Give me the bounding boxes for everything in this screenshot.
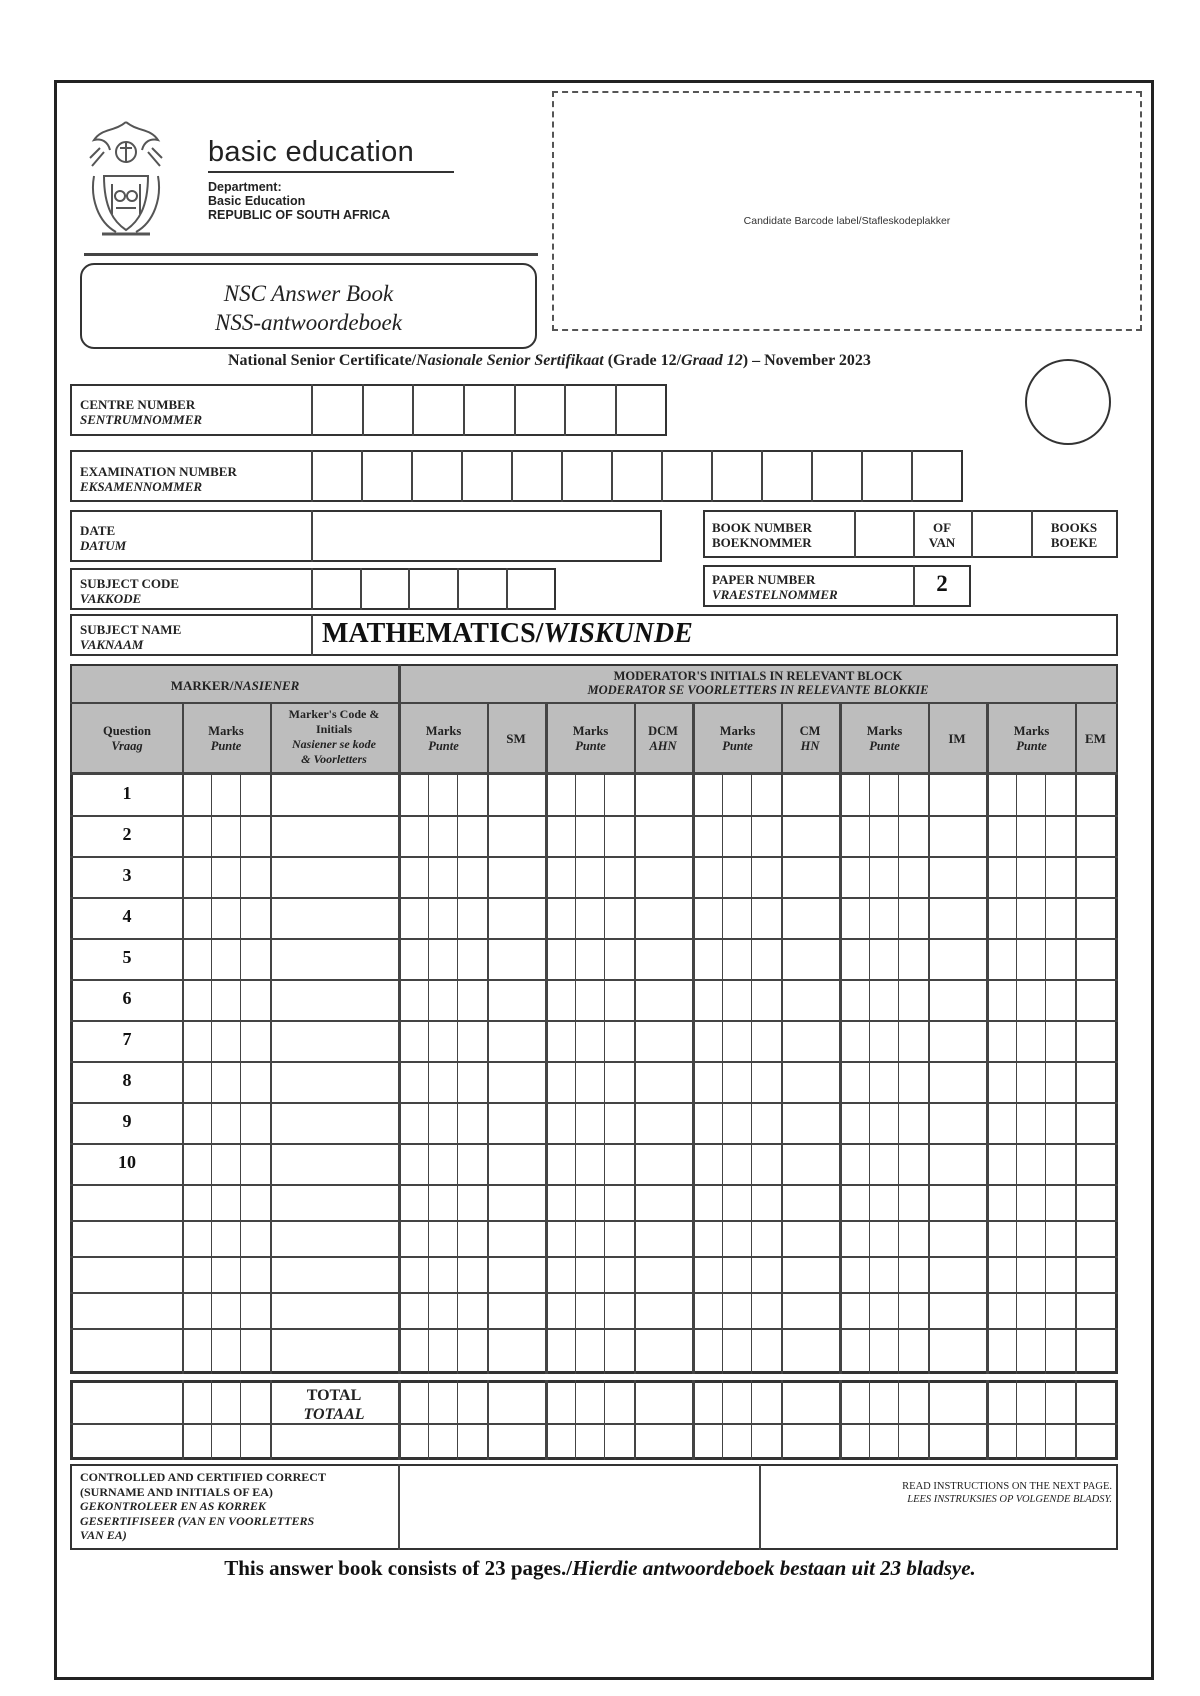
certification-divider xyxy=(398,1464,400,1550)
instructions-af: LEES INSTRUKSIES OP VOLGENDE BLADSY. xyxy=(907,1494,1112,1505)
controlled-line-5: VAN EA) xyxy=(80,1528,127,1542)
grid-col-line xyxy=(1075,704,1077,1374)
centre-cell-2[interactable] xyxy=(412,384,414,436)
col-code-en2: Initials xyxy=(315,722,352,736)
date-box xyxy=(70,510,662,562)
answer-book-title-box xyxy=(80,263,537,349)
grid-subheader-rule xyxy=(70,772,1118,775)
grid-col-line xyxy=(398,664,401,1374)
col-marks-en: Marks xyxy=(208,724,244,738)
col-question-en: Question xyxy=(103,724,151,738)
col-em: EM xyxy=(1085,731,1106,746)
grid-row-line xyxy=(70,979,1118,981)
col-im: IM xyxy=(948,731,966,746)
col-cm-marks-en: Marks xyxy=(719,724,756,738)
page-count-en: This answer book consists of 23 pages./ xyxy=(224,1556,573,1580)
col-em-marks xyxy=(988,724,1075,754)
exam-date: ) – November 2023 xyxy=(742,352,871,369)
grid-row-line xyxy=(70,1143,1118,1145)
centre-number-label xyxy=(80,397,202,427)
grid-row-line xyxy=(70,1061,1118,1063)
brand-title: basic education xyxy=(208,136,415,168)
grid-col-line xyxy=(692,704,695,1374)
question-number: 9 xyxy=(122,1111,132,1131)
answer-book-title-af: NSS-antwoordeboek xyxy=(215,310,402,335)
total-col-line xyxy=(692,1380,695,1460)
exam-cell[interactable] xyxy=(861,450,863,502)
books-label xyxy=(1036,520,1112,550)
total-col-line xyxy=(1075,1380,1077,1460)
subject-code-divider xyxy=(311,568,313,610)
controlled-line-2: (SURNAME AND INITIALS OF EA) xyxy=(80,1484,273,1499)
exam-cell[interactable] xyxy=(461,450,463,502)
centre-cell-6[interactable] xyxy=(615,384,617,436)
col-cm-marks xyxy=(694,724,781,754)
total-col-line xyxy=(487,1380,489,1460)
total-col-line xyxy=(839,1380,842,1460)
exam-cell[interactable] xyxy=(911,450,913,502)
total-col-line xyxy=(428,1380,429,1460)
col-dcm xyxy=(634,724,692,754)
total-col-line xyxy=(575,1380,576,1460)
marks-subcell-line xyxy=(240,775,241,1374)
controlled-line-3: GEKONTROLEER EN AS KORREK xyxy=(80,1499,266,1513)
total-col-line xyxy=(869,1380,870,1460)
marker-header-en: MARKER/ xyxy=(170,678,234,693)
exam-cell[interactable] xyxy=(511,450,513,502)
total-col-line xyxy=(1016,1380,1017,1460)
total-label-af: TOTAAL xyxy=(303,1406,365,1423)
col-sm: SM xyxy=(506,731,526,746)
stamp-circle xyxy=(1025,359,1111,445)
centre-number-label-en: CENTRE NUMBER xyxy=(80,397,196,412)
centre-cell-1[interactable] xyxy=(362,384,364,436)
marks-subcell-line xyxy=(898,775,899,1374)
exam-number-label-af: EKSAMENNOMMER xyxy=(80,479,203,494)
controlled-certified-label xyxy=(80,1470,326,1543)
total-label-en: TOTAL xyxy=(306,1387,362,1404)
grid-row-line xyxy=(70,1328,1118,1330)
paper-number-value: 2 xyxy=(936,571,948,596)
grid-row-line xyxy=(70,815,1118,817)
exam-divider xyxy=(311,450,313,502)
grid-row-line xyxy=(70,1256,1118,1258)
question-number: 5 xyxy=(122,947,132,967)
book-number-label xyxy=(712,520,812,550)
subject-name-label xyxy=(80,622,181,652)
books-total-field[interactable] xyxy=(971,510,973,558)
paper-number-label-af: VRAESTELNOMMER xyxy=(712,587,838,602)
books-divider xyxy=(1031,510,1033,558)
col-question xyxy=(72,724,182,754)
cert-af: Nasionale Senior Sertifikaat xyxy=(416,352,604,369)
certificate-line xyxy=(228,352,871,370)
date-label-en: DATE xyxy=(80,523,116,538)
total-label xyxy=(270,1386,398,1424)
centre-cell-4[interactable] xyxy=(514,384,516,436)
total-col-line xyxy=(898,1380,899,1460)
coat-of-arms-logo xyxy=(86,118,166,240)
subject-code-cell[interactable] xyxy=(457,568,459,610)
controlled-line-4: GESERTIFISEER (VAN EN VOORLETTERS xyxy=(80,1513,315,1528)
subject-value-af: WISKUNDE xyxy=(543,618,693,649)
subject-name-label-en: SUBJECT NAME xyxy=(80,622,182,637)
col-sm-marks xyxy=(400,724,487,754)
marks-subcell-line xyxy=(722,775,723,1374)
centre-divider xyxy=(311,384,313,436)
col-dcm-marks xyxy=(547,724,634,754)
question-number: 6 xyxy=(122,988,132,1008)
col-im-marks-en: Marks xyxy=(866,724,903,738)
subject-code-label-af: VAKKODE xyxy=(80,591,142,606)
total-col-line xyxy=(240,1380,241,1460)
centre-cell-5[interactable] xyxy=(564,384,566,436)
marks-subcell-line xyxy=(751,775,752,1374)
grid-row-line xyxy=(70,897,1118,899)
grid-row-line xyxy=(70,1102,1118,1104)
page-count-note xyxy=(0,1556,1200,1581)
book-number-field[interactable] xyxy=(854,510,856,558)
centre-number-label-af: SENTRUMNOMMER xyxy=(80,412,203,427)
exam-cell[interactable] xyxy=(761,450,763,502)
marks-subcell-line xyxy=(428,775,429,1374)
barcode-label-text: Candidate Barcode label/Stafleskodeplakker xyxy=(743,215,951,227)
col-dcm-af: AHN xyxy=(649,739,677,753)
exam-cell[interactable] xyxy=(711,450,713,502)
exam-number-label-en: EXAMINATION NUMBER xyxy=(80,464,237,479)
total-col-line xyxy=(634,1380,636,1460)
question-number: 2 xyxy=(122,824,132,844)
grid-row-line xyxy=(70,1292,1118,1294)
page-count-af: Hierdie antwoordeboek bestaan uit 23 bladsye. xyxy=(572,1556,976,1580)
question-number: 1 xyxy=(122,783,132,803)
subject-code-cell[interactable] xyxy=(506,568,508,610)
total-col-line xyxy=(986,1380,989,1460)
grid-col-line xyxy=(634,704,636,1374)
grid-col-line xyxy=(545,704,548,1374)
total-col-line xyxy=(751,1380,752,1460)
grid-row-line xyxy=(70,1184,1118,1186)
exam-cell[interactable] xyxy=(661,450,663,502)
grid-col-line xyxy=(781,704,783,1374)
total-col-line xyxy=(457,1380,458,1460)
moderator-header xyxy=(400,669,1116,697)
paper-number-label-en: PAPER NUMBER xyxy=(712,572,816,587)
col-em-marks-en: Marks xyxy=(1013,724,1050,738)
subject-value-en: MATHEMATICS/ xyxy=(322,618,544,649)
total-row-line xyxy=(70,1423,1118,1425)
books-label-en: BOOKS xyxy=(1050,520,1098,535)
total-col-line xyxy=(928,1380,930,1460)
subject-name-label-af: VAKNAAM xyxy=(80,637,144,652)
exam-cell[interactable] xyxy=(811,450,813,502)
header-rule xyxy=(84,253,538,256)
marks-subcell-line xyxy=(604,775,605,1374)
total-col-line xyxy=(545,1380,548,1460)
centre-cell-3[interactable] xyxy=(463,384,465,436)
exam-cell[interactable] xyxy=(411,450,413,502)
subject-name-value xyxy=(322,618,693,650)
total-row-box xyxy=(70,1380,1118,1460)
col-sm-marks-af: Punte xyxy=(428,739,459,753)
brand-basic-education: Basic Education xyxy=(208,194,306,208)
of-label-en: OF xyxy=(932,520,952,535)
col-marks-af: Punte xyxy=(210,739,242,753)
marks-subcell-line xyxy=(1016,775,1017,1374)
brand-republic: REPUBLIC OF SOUTH AFRICA xyxy=(208,208,391,222)
marks-subcell-line xyxy=(575,775,576,1374)
grid-header-rule xyxy=(70,702,1118,704)
date-label-af: DATUM xyxy=(80,538,127,553)
col-marks xyxy=(182,724,270,754)
date-label xyxy=(80,523,126,553)
total-col-line xyxy=(182,1380,184,1460)
grid-col-line xyxy=(487,704,489,1374)
exam-cell[interactable] xyxy=(361,450,363,502)
marker-header xyxy=(72,678,398,694)
col-cm-marks-af: Punte xyxy=(722,739,753,753)
col-code-en1: Marker's Code & xyxy=(288,707,380,721)
marker-header-af: NASIENER xyxy=(233,678,300,693)
total-col-line xyxy=(781,1380,783,1460)
col-marker-code xyxy=(270,707,398,767)
col-im-marks-af: Punte xyxy=(869,739,900,753)
paper-number-label xyxy=(712,572,838,602)
of-label-af: VAN xyxy=(928,535,956,550)
moderator-header-af: MODERATOR SE VOORLETTERS IN RELEVANTE BLOKKIE xyxy=(587,683,929,697)
col-sm-marks-en: Marks xyxy=(425,724,462,738)
grid-col-line xyxy=(986,704,989,1374)
subject-name-divider xyxy=(311,614,313,656)
marks-subcell-line xyxy=(211,775,212,1374)
marks-subcell-line xyxy=(869,775,870,1374)
grid-row-line xyxy=(70,938,1118,940)
col-cm-en: CM xyxy=(799,724,821,738)
moderator-header-en: MODERATOR'S INITIALS IN RELEVANT BLOCK xyxy=(613,669,903,683)
col-question-af: Vraag xyxy=(111,739,143,753)
question-number: 4 xyxy=(122,906,132,926)
cert-en: National Senior Certificate/ xyxy=(228,352,417,369)
certification-divider xyxy=(759,1464,761,1550)
col-cm-af: HN xyxy=(800,739,820,753)
exam-cell[interactable] xyxy=(561,450,563,502)
subject-code-cell[interactable] xyxy=(360,568,362,610)
book-divider xyxy=(913,510,915,558)
of-label xyxy=(918,520,966,550)
grid-col-line xyxy=(270,704,272,1374)
exam-number-label xyxy=(80,464,237,494)
total-col-line xyxy=(722,1380,723,1460)
exam-cell[interactable] xyxy=(611,450,613,502)
answer-book-title-en: NSC Answer Book xyxy=(223,281,394,306)
col-dcm-marks-af: Punte xyxy=(575,739,606,753)
marks-subcell-line xyxy=(457,775,458,1374)
question-number: 8 xyxy=(122,1070,132,1090)
grid-col-line xyxy=(182,704,184,1374)
col-code-af1: Nasiener se kode xyxy=(292,737,376,751)
col-cm xyxy=(781,724,839,754)
brand-underline xyxy=(208,171,454,173)
col-dcm-en: DCM xyxy=(648,724,678,738)
grid-col-line xyxy=(928,704,930,1374)
grid-col-line xyxy=(839,704,842,1374)
total-col-line xyxy=(211,1380,212,1460)
total-col-line xyxy=(398,1380,401,1460)
books-label-af: BOEKE xyxy=(1050,535,1098,550)
question-number: 7 xyxy=(122,1029,132,1049)
col-code-af2: & Voorletters xyxy=(301,752,367,766)
read-instructions-note xyxy=(764,1480,1112,1506)
subject-code-label xyxy=(80,576,179,606)
book-number-label-en: BOOK NUMBER xyxy=(712,520,813,535)
marks-subcell-line xyxy=(1045,775,1046,1374)
subject-code-label-en: SUBJECT CODE xyxy=(80,576,180,591)
grid-row-line xyxy=(70,1220,1118,1222)
total-col-line xyxy=(1045,1380,1046,1460)
grade-af: Graad 12 xyxy=(681,352,743,369)
col-em-marks-af: Punte xyxy=(1016,739,1047,753)
date-field[interactable] xyxy=(311,510,313,562)
instructions-en: READ INSTRUCTIONS ON THE NEXT PAGE. xyxy=(902,1481,1112,1492)
total-col-line xyxy=(604,1380,605,1460)
grid-row-line xyxy=(70,1020,1118,1022)
brand-department: Department: xyxy=(208,180,282,194)
barcode-label-area xyxy=(552,91,1142,331)
certification-signature-field[interactable] xyxy=(404,1470,754,1544)
question-number: 10 xyxy=(118,1152,136,1172)
col-dcm-marks-en: Marks xyxy=(572,724,609,738)
grade-en: (Grade 12/ xyxy=(603,352,682,369)
col-im-marks xyxy=(841,724,928,754)
controlled-line-1: CONTROLLED AND CERTIFIED CORRECT xyxy=(80,1470,326,1484)
question-number: 3 xyxy=(122,865,132,885)
subject-code-cell[interactable] xyxy=(408,568,410,610)
grid-row-line xyxy=(70,856,1118,858)
book-number-label-af: BOEKNOMMER xyxy=(712,535,812,550)
